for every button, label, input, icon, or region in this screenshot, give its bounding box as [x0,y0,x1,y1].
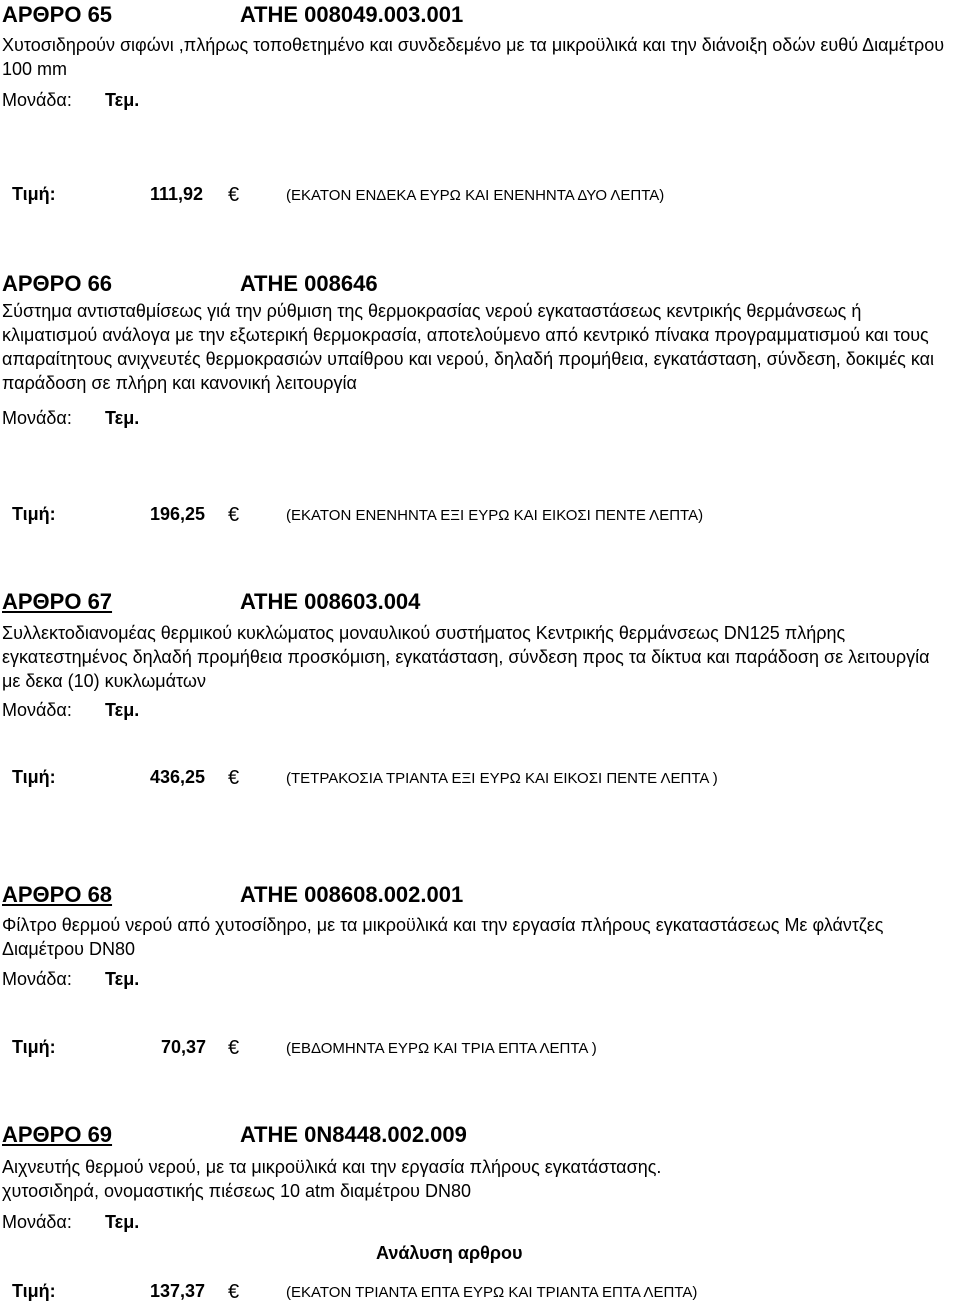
article-code: ΑΤΗΕ 008608.002.001 [240,882,464,907]
price-label: Τιμή: [12,504,56,524]
article-number: ΑΡΘΡΟ 66 [2,271,113,296]
price-label: Τιμή: [12,1281,56,1301]
article-code: ΑΤΗΕ 0Ν8448.002.009 [240,1122,467,1147]
euro-icon: € [228,1281,240,1303]
article-code: ΑΤΗΕ 008646 [240,271,378,296]
unit-label: Μονάδα: [2,408,72,428]
article-header [2,271,378,297]
article-header [2,589,453,615]
unit-row [2,1212,140,1233]
euro-icon: € [228,767,240,789]
price-amount: 436,25 [150,767,206,787]
euro-icon: € [228,1037,240,1059]
price-amount: 137,37 [150,1281,206,1301]
price-in-words: (ΤΕΤΡΑΚΟΣΙΑ ΤΡΙΑΝΤΑ ΕΞΙ ΕΥΡΩ ΚΑΙ ΕΙΚΟΣΙ ΠΕΝΤΕ ΛΕΠΤΑ ) [286,770,718,787]
price-in-words: (ΕΒΔΟΜΗΝΤΑ ΕΥΡΩ ΚΑΙ ΤΡΙΑ ΕΠΤΑ ΛΕΠΤΑ ) [286,1040,597,1057]
price-in-words: (ΕΚΑΤΟΝ ΤΡΙΑΝΤΑ ΕΠΤΑ ΕΥΡΩ ΚΑΙ ΤΡΙΑΝΤΑ ΕΠΤΑ ΛΕΠΤΑ) [286,1284,698,1301]
article-number: ΑΡΘΡΟ 67 [2,589,113,614]
analysis-link[interactable]: Ανάλυση αρθρου [376,1243,523,1263]
unit-row [2,90,140,111]
unit-label: Μονάδα: [2,700,72,720]
unit-label: Μονάδα: [2,90,72,110]
article-description-line: Αιχνευτής θερμού νερού, με τα μικροϋλικά και την εργασία πλήρους εγκατάστασης. [2,1157,662,1177]
unit-row [2,408,140,429]
article-header [2,1122,504,1148]
article-header [2,882,500,908]
article-description: Φίλτρο θερμού νερού από χυτοσίδηρο, με τα μικροϋλικά και την εργασία πλήρους εγκαταστάσεως Με φλάντζες Διαμέτρου DN80 [2,915,884,959]
price-label: Τιμή: [12,767,56,787]
price-in-words: (ΕΚΑΤΟΝ ΕΝΕΝΗΝΤΑ ΕΞΙ ΕΥΡΩ ΚΑΙ ΕΙΚΟΣΙ ΠΕΝΤΕ ΛΕΠΤΑ) [286,507,704,524]
price-label: Τιμή: [12,1037,56,1057]
price-row [12,184,912,210]
price-in-words: (ΕΚΑΤΟΝ ΕΝΔΕΚΑ ΕΥΡΩ ΚΑΙ ΕΝΕΝΗΝΤΑ ΔΥΟ ΛΕΠΤΑ) [286,187,665,204]
price-amount: 196,25 [150,504,206,524]
price-label: Τιμή: [12,184,56,204]
article-code: ΑΤΗΕ 008603.004 [240,589,421,614]
price-amount: 70,37 [161,1037,207,1057]
unit-value: Τεμ. [105,90,140,110]
euro-icon: € [228,184,240,206]
article-number: ΑΡΘΡΟ 65 [2,2,113,27]
article-description: Χυτοσιδηρούν σιφώνι ,πλήρως τοποθετημένο και συνδεδεμένο με τα μικροϋλικά και την διάνοιξη οδών ευθύ Διαμέτρου 100 mm [2,35,945,79]
article-description: Συλλεκτοδιανομέας θερμικού κυκλώματος μοναυλικού συστήματος Κεντρικής θερμάνσεως DN125 πλήρης εγκατεστημένος δηλαδή προμήθεια προσκόμιση, εγκατάσταση, σύνδεση προς τα δίκτυα και παράδοση σε λειτουργία με δεκα (10) κυκλωμάτων [2,623,930,691]
article-code: ΑΤΗΕ 008049.003.001 [240,2,464,27]
price-row [12,1037,912,1063]
article-description-line: χυτοσιδηρά, ονομαστικής πιέσεως 10 atm διαμέτρου DN80 [2,1181,472,1201]
article-number: ΑΡΘΡΟ 69 [2,1122,113,1147]
article-description: Σύστημα αντισταθμίσεως γιά την ρύθμιση της θερμοκρασίας νερού εγκαταστάσεως κεντρικής θερμάνσεως ή κλιματισμού ανάλογα με την εξωτερική θερμοκρασία, αποτελούμενο από κεντρικό πίνακα προγραμματισμού και τους απαραίτητους ανιχνευτές θερμοκρασιών υπαίθρου και νερού, δηλαδή προμήθεια, εγκατάσταση, σύνδεση, δοκιμές και παράδοση σε πλήρη και κανονική λειτουργία [2,301,935,393]
unit-label: Μονάδα: [2,969,72,989]
unit-row [2,969,140,990]
price-row [12,767,912,793]
euro-icon: € [228,504,240,526]
article-number: ΑΡΘΡΟ 68 [2,882,113,907]
unit-value: Τεμ. [105,408,140,428]
price-row [12,1281,912,1307]
price-amount: 111,92 [150,184,204,204]
unit-row [2,700,140,721]
article-header [2,2,464,28]
unit-value: Τεμ. [105,700,140,720]
unit-label: Μονάδα: [2,1212,72,1232]
unit-value: Τεμ. [105,969,140,989]
price-row [12,504,912,530]
unit-value: Τεμ. [105,1212,140,1232]
